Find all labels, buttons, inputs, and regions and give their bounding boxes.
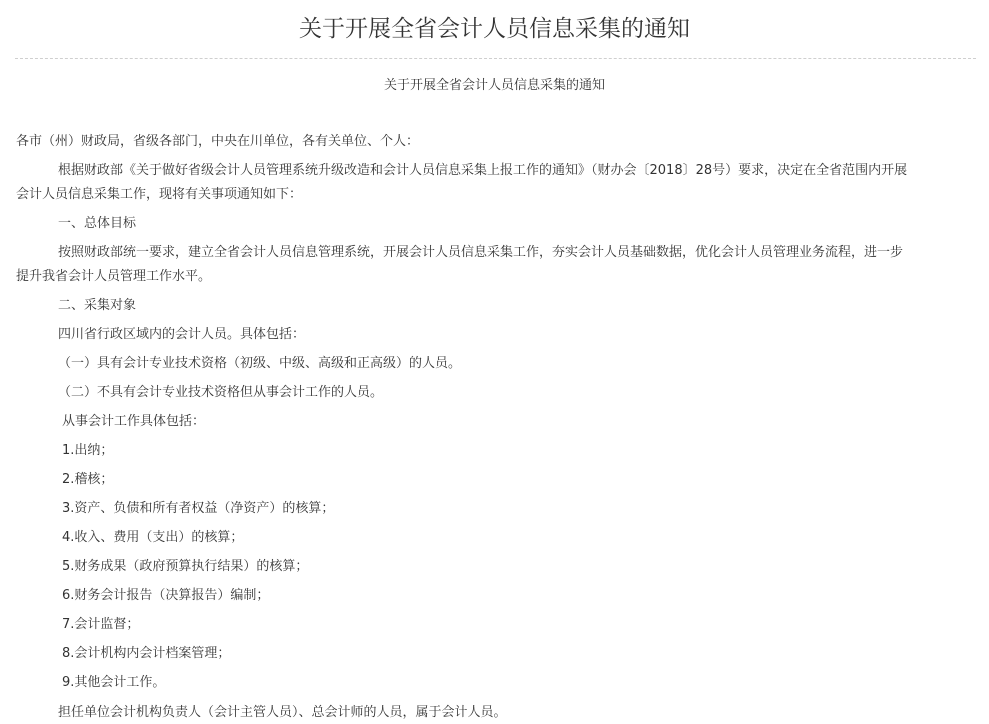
list-item: 4.收入、费用（支出）的核算； — [62, 530, 244, 545]
list-item: 2.稽核； — [62, 472, 114, 487]
list-item: 9.其他会计工作。 — [62, 675, 166, 690]
list-item: 8.会计机构内会计档案管理； — [62, 646, 231, 661]
title-divider — [15, 58, 976, 59]
salutation: 各市（州）财政局，省级各部门，中央在川单位，各有关单位、个人： — [16, 134, 420, 149]
article-subtitle: 关于开展全省会计人员信息采集的通知 — [383, 78, 605, 93]
closing-line: 担任单位会计机构负责人（会计主管人员）、总会计师的人员，属于会计人员。 — [58, 705, 507, 720]
scope-item-b: （二）不具有会计专业技术资格但从事会计工作的人员。 — [58, 385, 384, 400]
list-item: 7.会计监督； — [62, 617, 140, 632]
intro-paragraph-line-2: 会计人员信息采集工作，现将有关事项通知如下： — [16, 187, 303, 202]
intro-paragraph-line-1: 根据财政部《关于做好省级会计人员管理系统升级改造和会计人员信息采集上报工作的通知》（财办会〔2018〕28号）要求，决定在全省范围内开展 — [58, 163, 908, 178]
list-item: 5.财务成果（政府预算执行结果）的核算； — [62, 559, 309, 574]
page-title: 关于开展全省会计人员信息采集的通知 — [299, 16, 690, 42]
scope-item-a: （一）具有会计专业技术资格（初级、中级、高级和正高级）的人员。 — [58, 356, 462, 371]
goals-paragraph-line-2: 提升我省会计人员管理工作水平。 — [16, 269, 212, 284]
goals-paragraph-line-1: 按照财政部统一要求，建立全省会计人员信息管理系统，开展会计人员信息采集工作，夯实会计人员基础数据，优化会计人员管理业务流程，进一步 — [58, 245, 904, 260]
section-heading-goals: 一、总体目标 — [58, 216, 137, 231]
work-intro: 从事会计工作具体包括： — [62, 414, 206, 429]
scope-paragraph: 四川省行政区域内的会计人员。具体包括： — [58, 327, 306, 342]
section-heading-scope: 二、采集对象 — [58, 298, 137, 313]
list-item: 3.资产、负债和所有者权益（净资产）的核算； — [62, 501, 335, 516]
list-item: 6.财务会计报告（决算报告）编制； — [62, 588, 270, 603]
list-item: 1.出纳； — [62, 443, 114, 458]
